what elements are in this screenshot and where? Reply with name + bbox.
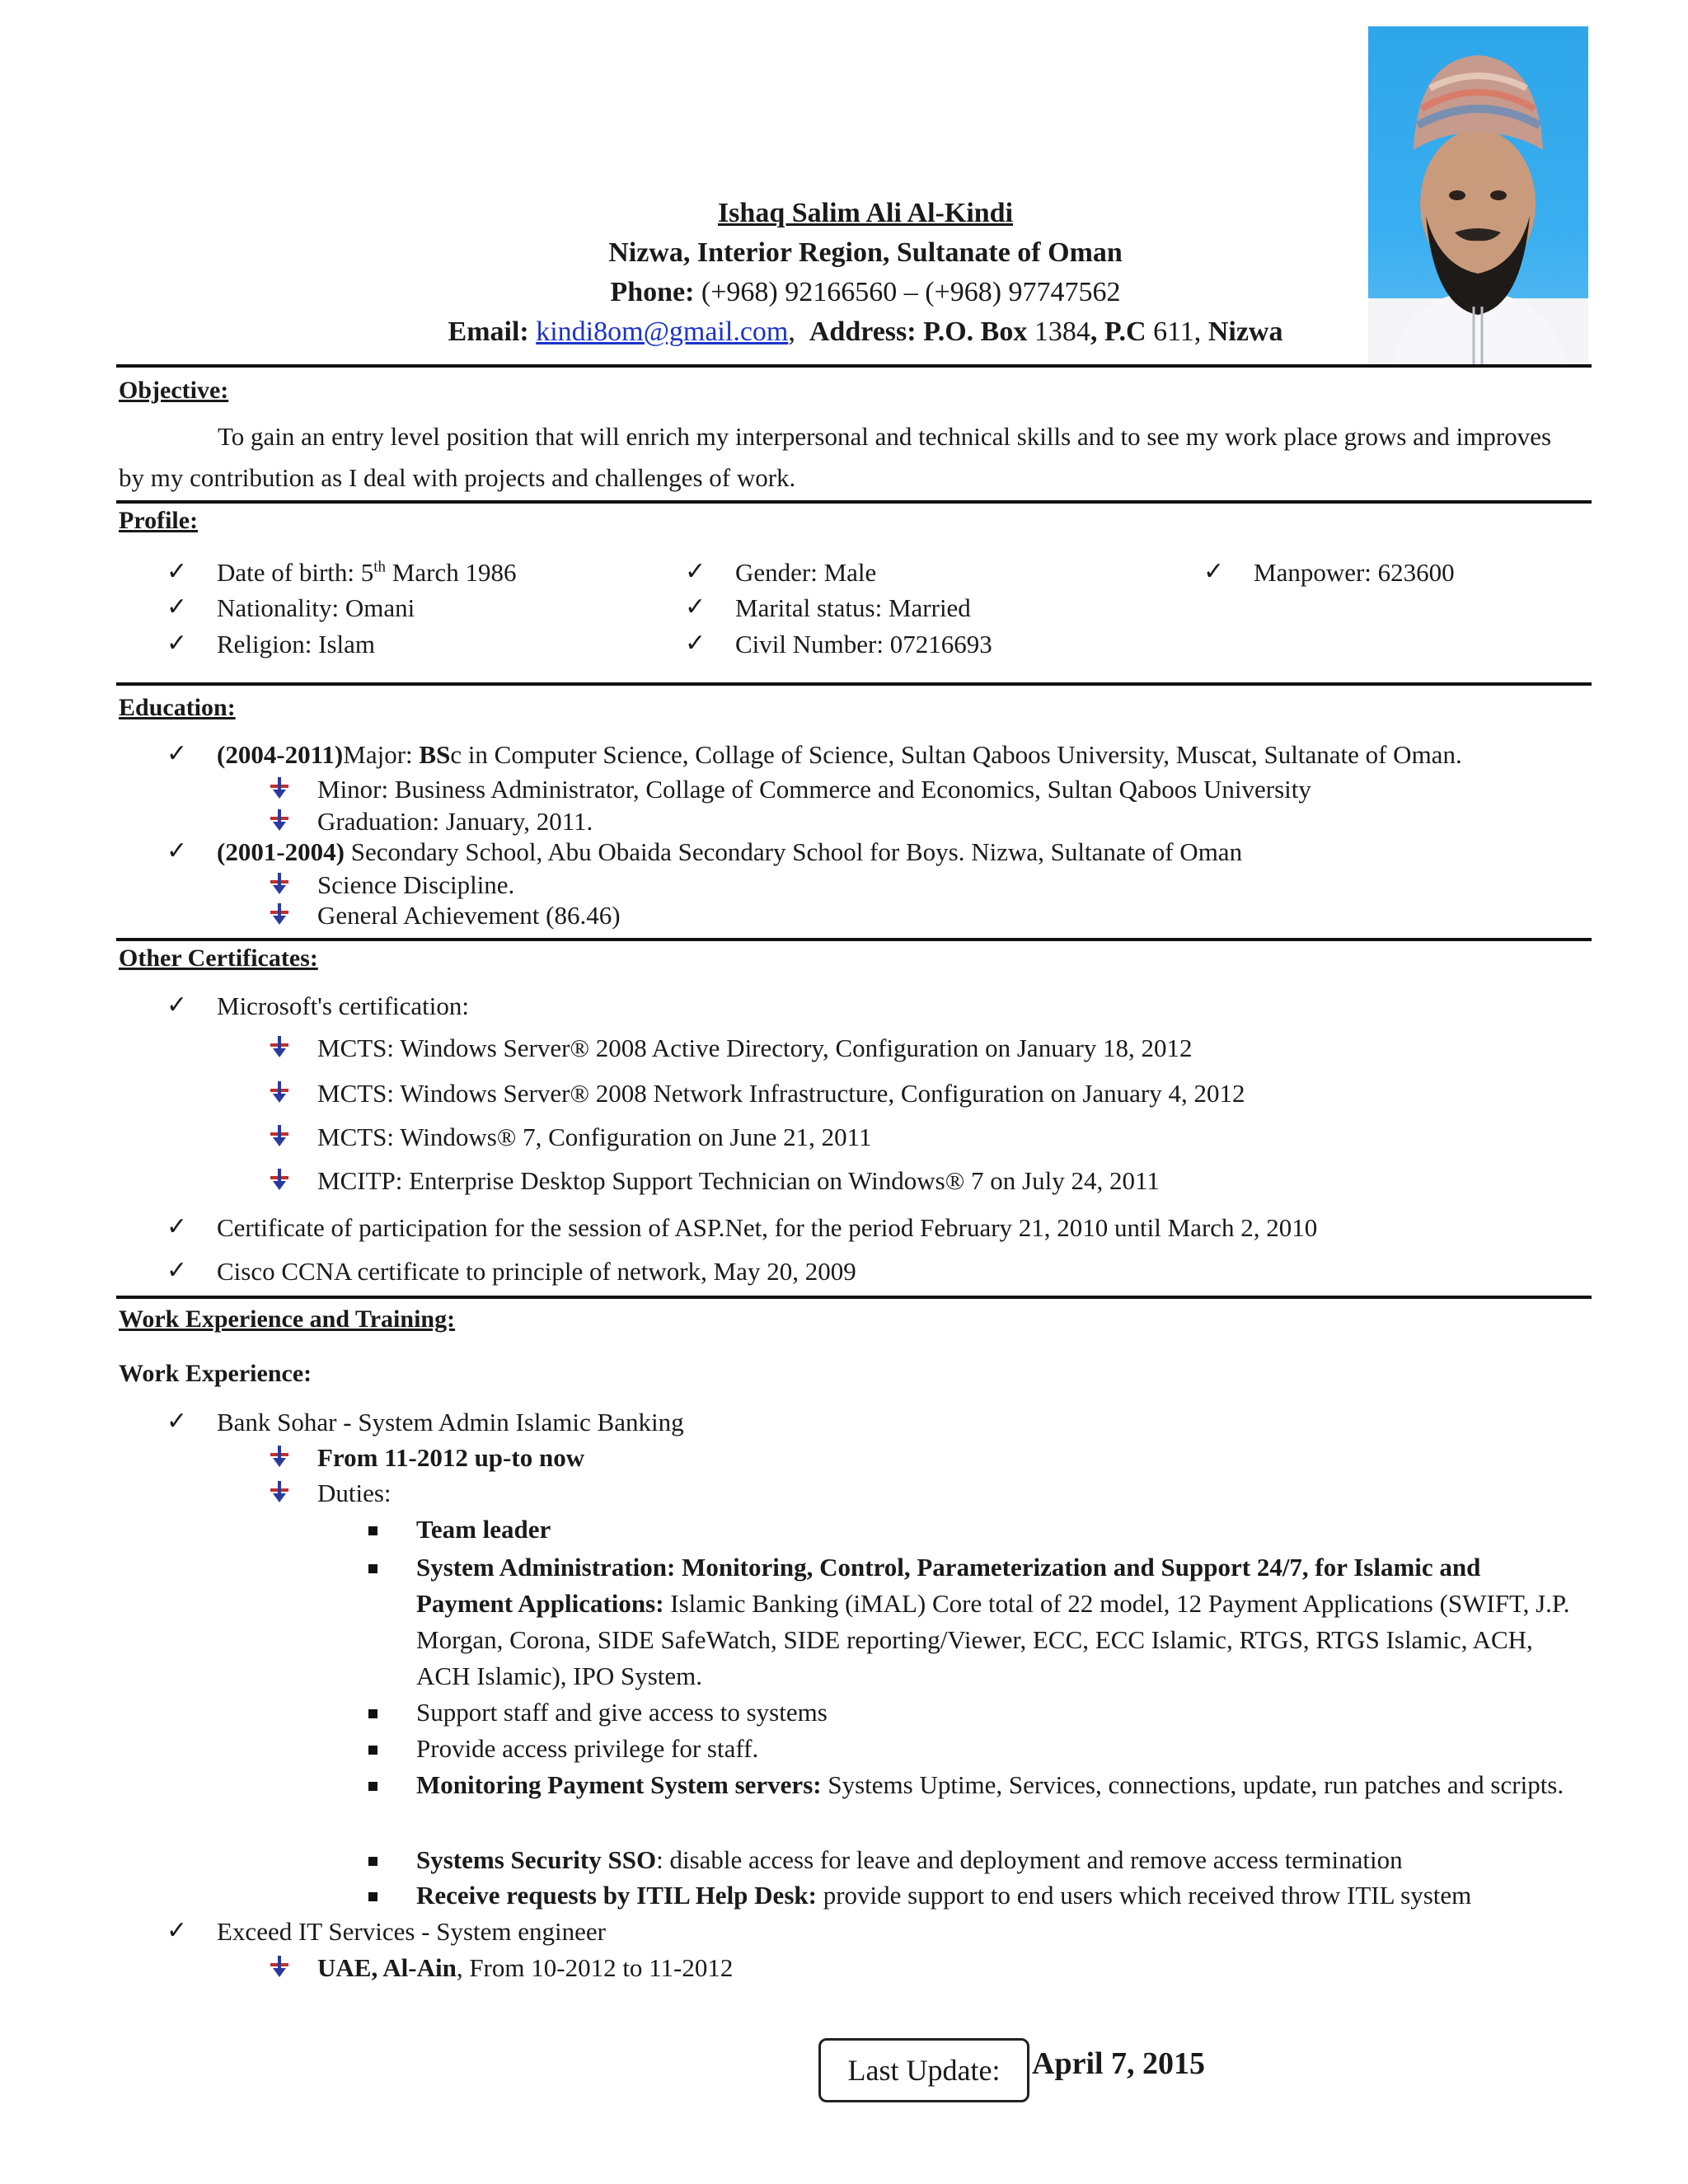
job2-location: UAE, Al-Ain — [317, 1953, 457, 1982]
phone-value: (+968) 92166560 – (+968) 97747562 — [701, 277, 1121, 307]
duty-itil-bold: Receive requests by ITIL Help Desk: — [416, 1881, 817, 1910]
section-divider — [116, 500, 1592, 504]
profile-manpower: Manpower: 623600 — [1254, 558, 1455, 587]
check-icon: ✓ — [166, 1256, 188, 1285]
objective-body: To gain an entry level position that will enrich my interpersonal and technical skills and to see my work place grows and improves by my contribution as I deal with projects and challenges of work. — [119, 422, 1552, 492]
profile-nationality: Nationality: Omani — [217, 593, 415, 622]
last-update-date: April 7, 2015 — [1032, 2046, 1206, 2081]
contact-header — [379, 194, 1352, 352]
profile-marital: Marital status: Married — [735, 593, 971, 622]
check-icon: ✓ — [1203, 557, 1225, 586]
duty-monitoring — [416, 1767, 1570, 1803]
square-bullet-icon — [368, 1782, 377, 1791]
education-item-university — [217, 740, 1462, 770]
profile-dob — [217, 558, 516, 588]
arrow-bullet-icon — [270, 1956, 288, 1977]
profile-religion: Religion: Islam — [217, 630, 376, 658]
email-label: Email: — [448, 316, 529, 347]
check-icon: ✓ — [166, 1407, 188, 1436]
education-item-secondary — [217, 837, 1242, 867]
address-label: Address: P.O. Box — [809, 316, 1028, 347]
email-link[interactable]: kindi8om@gmail.com — [536, 316, 789, 347]
arrow-bullet-icon — [270, 809, 288, 831]
location-line: Nizwa, Interior Region, Sultanate of Oman — [608, 237, 1123, 268]
check-icon: ✓ — [685, 629, 706, 658]
section-divider — [116, 938, 1592, 941]
edu-years: (2004-2011) — [217, 740, 344, 769]
dob-suffix: March 1986 — [386, 558, 517, 587]
edu-degree: c in Computer Science, Collage of Science, Sultan Qaboos University, Muscat, Sultanate of Oman. — [450, 740, 1462, 769]
edu2-school: Secondary School, Abu Obaida Secondary School for Boys. Nizwa, Sultanate of Oman — [344, 837, 1243, 866]
check-icon: ✓ — [166, 593, 188, 621]
check-icon: ✓ — [685, 557, 706, 586]
duty-monitoring-bold: Monitoring Payment System servers: — [416, 1770, 822, 1799]
cert-mcts-win7: MCTS: Windows® 7, Configuration on June 21, 2011 — [317, 1122, 872, 1151]
profile-title: Profile: — [119, 507, 199, 534]
job2-period — [317, 1953, 733, 1983]
check-icon: ✓ — [685, 593, 706, 621]
arrow-bullet-icon — [270, 873, 288, 894]
education-achievement: General Achievement (86.46) — [317, 901, 621, 930]
cert-mcitp: MCITP: Enterprise Desktop Support Technician on Windows® 7 on July 24, 2011 — [317, 1166, 1160, 1195]
job1-duties-label: Duties: — [317, 1479, 392, 1507]
check-icon: ✓ — [166, 739, 188, 768]
arrow-bullet-icon — [270, 1081, 288, 1103]
section-divider — [116, 682, 1592, 686]
arrow-bullet-icon — [270, 777, 288, 799]
arrow-bullet-icon — [270, 1036, 288, 1057]
arrow-bullet-icon — [270, 1125, 288, 1146]
comma: , — [788, 316, 795, 347]
square-bullet-icon — [368, 1564, 377, 1573]
objective-title: Objective: — [119, 377, 229, 404]
education-title: Education: — [119, 694, 236, 721]
duty-system-admin — [416, 1549, 1570, 1694]
objective-text — [119, 416, 1554, 499]
last-update-label: Last Update: — [818, 2038, 1029, 2102]
address-city: Nizwa — [1207, 316, 1283, 347]
duty-access-privilege: Provide access privilege for staff. — [416, 1734, 759, 1763]
duty-system-admin-text: Islamic Banking (iMAL) Core total of 22 model, 12 Payment Applications (SWIFT, J.P. Morgan, Corona, SIDE SafeWatch, SIDE reporting/Viewer, ECC, ECC Islamic, RTGS, RTGS Islamic, ACH, ACH Islamic), IPO System. — [416, 1589, 1570, 1690]
work-title: Work Experience and Training: — [119, 1305, 456, 1333]
cert-aspnet: Certificate of participation for the session of ASP.Net, for the period February 21, 2010 until March 2, 2010 — [217, 1213, 1318, 1242]
dob-prefix: Date of birth: 5 — [217, 558, 374, 587]
job1-period: From 11-2012 up-to now — [317, 1443, 585, 1472]
check-icon: ✓ — [166, 1212, 188, 1241]
square-bullet-icon — [368, 1709, 377, 1718]
edu-major: Major: — [343, 740, 420, 769]
square-bullet-icon — [368, 1892, 377, 1901]
cert-microsoft: Microsoft's certification: — [217, 991, 470, 1020]
job-exceed-it: Exceed IT Services - System engineer — [217, 1917, 607, 1946]
arrow-bullet-icon — [270, 903, 288, 925]
work-subtitle: Work Experience: — [119, 1360, 312, 1387]
cert-mcts-ad: MCTS: Windows Server® 2008 Active Directory, Configuration on January 18, 2012 — [317, 1033, 1193, 1062]
email-address-line — [379, 312, 1352, 352]
edu-bs: BS — [419, 740, 451, 769]
duty-support-staff: Support staff and give access to systems — [416, 1698, 828, 1727]
check-icon: ✓ — [166, 629, 188, 658]
duty-sso-text: : disable access for leave and deployment and remove access termination — [656, 1845, 1403, 1874]
check-icon: ✓ — [166, 557, 188, 586]
profile-photo — [1368, 26, 1588, 364]
check-icon: ✓ — [166, 837, 188, 865]
cert-mcts-network: MCTS: Windows Server® 2008 Network Infrastructure, Configuration on January 4, 2012 — [317, 1079, 1245, 1108]
duty-team-leader: Team leader — [416, 1515, 551, 1544]
job2-dates: , From 10-2012 to 11-2012 — [456, 1953, 734, 1982]
square-bullet-icon — [368, 1857, 377, 1866]
check-icon: ✓ — [166, 991, 188, 1019]
section-divider — [116, 364, 1592, 368]
phone-line — [379, 273, 1352, 312]
duty-sso-bold: Systems Security SSO — [416, 1845, 657, 1874]
cert-ccna: Cisco CCNA certificate to principle of network, May 20, 2009 — [217, 1257, 856, 1286]
square-bullet-icon — [368, 1746, 377, 1755]
address-pc-label: , P.C — [1090, 316, 1146, 347]
arrow-bullet-icon — [270, 1169, 288, 1190]
square-bullet-icon — [368, 1526, 377, 1535]
address-pc: 611, — [1153, 316, 1202, 347]
education-science: Science Discipline. — [317, 870, 515, 899]
address-box: 1384 — [1034, 316, 1090, 347]
profile-civil: Civil Number: 07216693 — [735, 630, 992, 658]
duty-security-sso — [416, 1845, 1403, 1875]
duty-itil-text: provide support to end users which received throw ITIL system — [816, 1881, 1472, 1910]
certificates-title: Other Certificates: — [119, 944, 318, 972]
arrow-bullet-icon — [270, 1481, 288, 1502]
duty-system-admin-bold: System Administration: Monitoring, Control, Parameterization and Support 24/7, for Islamic and Payment Applications: — [416, 1553, 1481, 1618]
check-icon: ✓ — [166, 1916, 188, 1945]
candidate-name: Ishaq Salim Ali Al-Kindi — [717, 198, 1014, 228]
phone-label: Phone: — [610, 277, 695, 307]
edu2-years: (2001-2004) — [217, 837, 345, 866]
duty-monitoring-text: Systems Uptime, Services, connections, update, run patches and scripts. — [821, 1770, 1564, 1799]
dob-sup: th — [373, 558, 387, 576]
education-graduation: Graduation: January, 2011. — [317, 807, 593, 836]
section-divider — [116, 1296, 1592, 1299]
duty-itil — [416, 1881, 1471, 1910]
arrow-bullet-icon — [270, 1446, 288, 1467]
profile-gender: Gender: Male — [735, 558, 877, 587]
education-minor: Minor: Business Administrator, Collage of Commerce and Economics, Sultan Qaboos University — [317, 775, 1311, 804]
job-bank-sohar: Bank Sohar - System Admin Islamic Banking — [217, 1408, 684, 1436]
